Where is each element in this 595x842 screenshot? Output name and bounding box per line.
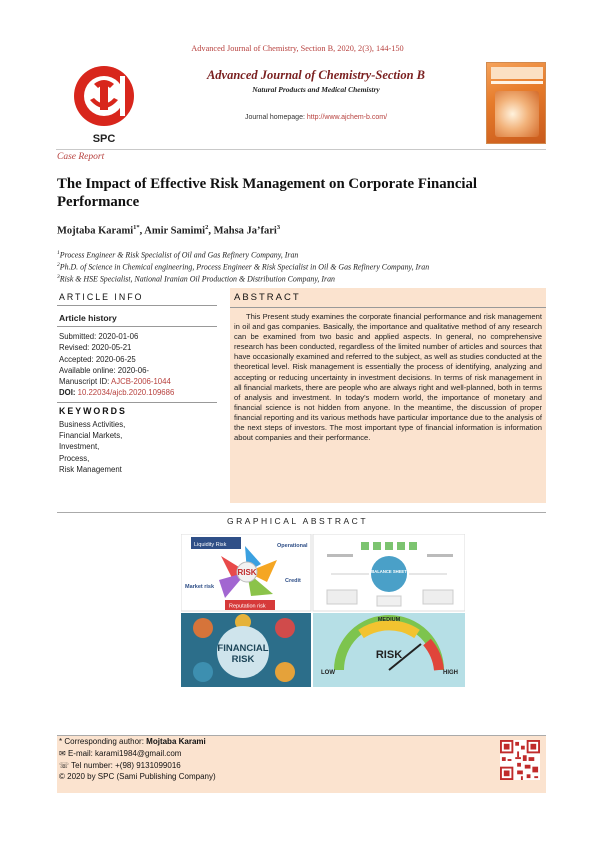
affiliation: [57, 250, 298, 260]
journal-subtitle: Natural Products and Medical Chemistry: [252, 85, 380, 94]
running-head: Advanced Journal of Chemistry, Section B, 2020, 2(3), 144-150: [191, 44, 404, 53]
ga-liquidity-label: Liquidity Risk: [194, 542, 227, 548]
author-name: Mahsa Ja’fari: [213, 225, 277, 237]
ga-risk-center: RISK: [237, 568, 257, 577]
keyword: Financial Markets,: [59, 431, 123, 441]
ga-market-label: Market risk: [185, 584, 215, 590]
abstract-box: [230, 288, 546, 503]
affiliation-text: Ph.D. of Science in Chemical engineering, Process Engineer & Risk Specialist in Oil & Gas Refinery Company, Iran: [59, 262, 430, 272]
email-line: [57, 748, 546, 760]
keyword: Risk Management: [59, 464, 122, 474]
journal-cover-image: [486, 62, 546, 144]
affiliation: [57, 262, 429, 272]
doi-label: DOI:: [59, 388, 78, 398]
keywords-heading: KEYWORDS: [59, 405, 127, 416]
corresponding-label: * Corresponding author:: [59, 737, 147, 746]
manuscript-label: Manuscript ID:: [59, 377, 111, 387]
ga-credit-label: Credit: [285, 578, 301, 584]
homepage-label: Journal homepage:: [244, 114, 307, 121]
article-title: The Impact of Effective Risk Management on Corporate Financial Performance: [57, 176, 478, 210]
article-history-label: Article history: [59, 313, 117, 323]
affiliation-text: Risk & HSE Specialist, National Iranian Oil Production & Distribution Company, Iran: [59, 274, 335, 284]
email-text[interactable]: E-mail: karami1984@gmail.com: [67, 748, 182, 758]
ga-financial-line2: RISK: [231, 654, 255, 665]
doi: [59, 387, 217, 398]
spc-logo: [64, 62, 144, 146]
corresponding-author: [57, 736, 546, 748]
graphical-abstract-heading: GRAPHICAL ABSTRACT: [226, 516, 369, 526]
accepted-date: Accepted: 2020-06-25: [59, 354, 136, 364]
journal-header: [56, 60, 546, 150]
author-name: Amir Samimi: [144, 225, 206, 237]
article-info-heading: ARTICLE INFO: [59, 292, 144, 302]
journal-homepage: [151, 114, 481, 121]
ga-financial-line1: FINANCIAL: [217, 643, 269, 654]
tel-text: Tel number: +(98) 9131099016: [71, 760, 181, 770]
ga-medium-label: MEDIUM: [377, 617, 401, 623]
author-sup: 1*: [133, 224, 140, 231]
author-list: Mojtaba Karami$^{1*}$, Amir Samimi$^2$, Mahsa Ja’fari$^3$: [57, 224, 281, 237]
affiliation-num: 3: [57, 274, 60, 280]
author-name: Mojtaba Karami: [57, 225, 134, 237]
keywords-list: [57, 418, 217, 475]
ga-risk-gauge: RISK: [375, 649, 403, 661]
available-date: Available online: 2020-06-: [59, 365, 150, 375]
manuscript-id: [59, 376, 217, 387]
affiliation-num: 2: [57, 262, 60, 268]
ga-high-label: HIGH: [443, 670, 458, 676]
submitted-date: Submitted: 2020-01-06: [59, 332, 139, 341]
manuscript-value: AJCB-2006-1044: [111, 377, 171, 387]
ga-balance-sheet: BALANCE SHEET: [371, 569, 407, 574]
journal-title: Advanced Journal of Chemistry-Section B: [206, 68, 426, 82]
article-info-column: [57, 288, 217, 475]
envelope-icon: ✉: [59, 748, 68, 758]
keyword: Investment,: [59, 442, 100, 452]
doi-link[interactable]: 10.22034/ajcb.2020.109686: [77, 388, 175, 398]
affiliation-text: Process Engineer & Risk Specialist of Oil and Gas Refinery Company, Iran: [59, 250, 299, 260]
logo-text: SPC: [92, 133, 116, 145]
keyword: Process,: [59, 453, 90, 463]
revised-date: Revised: 2020-05-21: [59, 343, 132, 353]
affiliation: [57, 274, 335, 284]
homepage-link[interactable]: http://www.ajchem-b.com/: [306, 114, 388, 121]
affiliation-num: 1: [57, 250, 60, 256]
ga-low-label: LOW: [321, 670, 335, 676]
author-sup: 2: [205, 224, 209, 231]
keyword: Business Activities,: [59, 419, 126, 429]
abstract-heading: ABSTRACT: [234, 292, 301, 303]
qr-code-icon: [500, 740, 540, 780]
abstract-text: This Present study examines the corporate financial performance and risk management in oil and gas companies. Basically, the importance and qualitative method of any research can be examined from two basic and applied aspects. In general, no comprehensive research has been conducted, regardless of the limited number of articles and sources that have occasionally examined and referred to the subject, as well as studies conducted at the theoretical level. Risk management is essentially the process of identifying, analyzing and accepting or reducing uncertainty in investment decisions. In terms of risk management in all financial markets, there are people who are always right and well-planned, both in terms of analysis and investment. In today's modern world, the importance of monetary and financial science is not hidden from anyone. In the meantime, the discussion of proper financial reporting and its various methods have particular importance due to the analysis of the next steps of investors. The most important type of financial information is information about companies and their performance.: [234, 312, 542, 443]
copyright: © 2020 by SPC (Sami Publishing Company): [59, 772, 216, 782]
graphical-abstract-image: [181, 534, 465, 687]
ga-reputation-label: Reputation risk: [229, 603, 266, 610]
ga-operational-label: Operational: [277, 543, 308, 549]
author-sup: 3: [276, 224, 281, 231]
footer-box: [57, 735, 546, 793]
article-type: Case Report: [57, 152, 105, 162]
corresponding-name: Mojtaba Karami: [146, 737, 206, 746]
phone-icon: ☏: [59, 760, 72, 770]
tel-line: [57, 760, 546, 772]
